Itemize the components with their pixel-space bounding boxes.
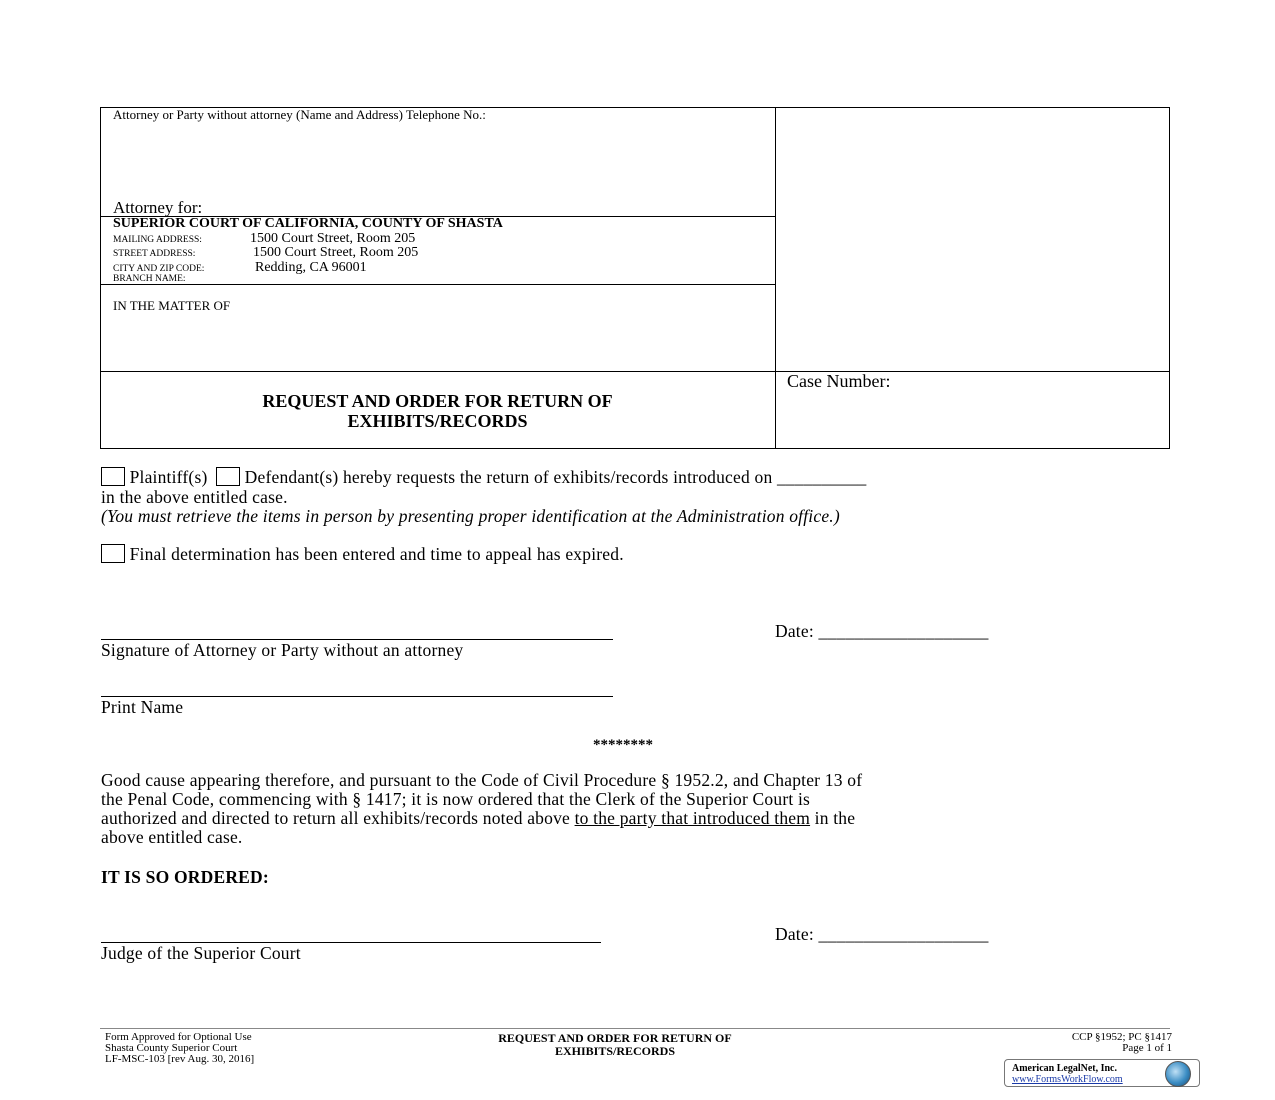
order-line2: the Penal Code, commencing with § 1417; it is now ordered that the Clerk of the Superior Court is: [101, 789, 811, 809]
city-zip-value: Redding, CA 96001: [255, 260, 367, 275]
branch-name-label: BRANCH NAME:: [113, 274, 186, 284]
form-title-line2: EXHIBITS/RECORDS: [347, 411, 528, 431]
section-separator: ********: [593, 737, 653, 753]
legalnet-badge[interactable]: [1004, 1059, 1200, 1087]
caption-rule: [100, 371, 1170, 372]
order-line4: above entitled case.: [101, 827, 243, 847]
badge-url[interactable]: www.FormsWorkFlow.com: [1012, 1074, 1123, 1085]
order-date: Date: ___________________: [775, 924, 989, 944]
order-line1: Good cause appearing therefore, and pursuant to the Code of Civil Procedure § 1952.2, and Chapter 13 of: [101, 770, 863, 790]
matter-label: IN THE MATTER OF: [113, 298, 231, 313]
request-line2: in the above entitled case.: [101, 487, 288, 507]
globe-icon: [1165, 1061, 1191, 1087]
footer-rule: [100, 1028, 1170, 1029]
order-paragraph: [101, 771, 862, 847]
footer-court: Shasta County Superior Court: [105, 1042, 238, 1054]
footer-left: [105, 1032, 254, 1065]
badge-company: American LegalNet, Inc.: [1012, 1063, 1117, 1074]
street-address-value: 1500 Court Street, Room 205: [253, 245, 419, 260]
final-determination-checkbox[interactable]: [101, 544, 125, 563]
footer-form-number: LF-MSC-103 [rev Aug. 30, 2016]: [105, 1053, 255, 1065]
footer-title-line1: REQUEST AND ORDER FOR RETURN OF: [498, 1031, 732, 1045]
case-number-label: Case Number:: [787, 371, 891, 391]
print-name-label: Print Name: [101, 697, 184, 717]
form-title-line1: REQUEST AND ORDER FOR RETURN OF: [262, 391, 613, 411]
footer-citation: CCP §1952; PC §1417: [1071, 1031, 1172, 1043]
request-date: Date: ___________________: [775, 621, 989, 641]
city-zip-label: CITY AND ZIP CODE:: [113, 264, 205, 274]
footer-page-number: Page 1 of 1: [1122, 1042, 1172, 1054]
footer-approval: Form Approved for Optional Use: [105, 1031, 252, 1043]
final-determination-text: Final determination has been entered and time to appeal has expired.: [129, 544, 624, 564]
mailing-address-value: 1500 Court Street, Room 205: [250, 231, 416, 246]
plaintiff-checkbox[interactable]: [101, 467, 125, 486]
order-line3-end: in the: [810, 808, 856, 828]
defendant-checkbox[interactable]: [216, 467, 240, 486]
order-line3-start: authorized and directed to return all exhibits/records noted above: [101, 808, 575, 828]
footer-right: [1000, 1032, 1172, 1054]
it-is-so-ordered: IT IS SO ORDERED:: [101, 867, 269, 887]
judge-label: Judge of the Superior Court: [101, 943, 301, 963]
caption-rule: [100, 284, 775, 285]
street-address-label: STREET ADDRESS:: [113, 249, 196, 259]
footer-title: [430, 1032, 800, 1058]
signature-label: Signature of Attorney or Party without an attorney: [101, 640, 464, 660]
plaintiff-label: Plaintiff(s): [129, 467, 208, 487]
order-line3-underlined: to the party that introduced them: [574, 808, 811, 828]
defendant-request-text: Defendant(s) hereby requests the return of exhibits/records introduced on __________: [244, 467, 867, 487]
mailing-address-label: MAILING ADDRESS:: [113, 235, 202, 245]
attorney-label: Attorney or Party without attorney (Name and Address) Telephone No.:: [113, 107, 486, 122]
footer-title-line2: EXHIBITS/RECORDS: [554, 1044, 676, 1058]
request-line: [101, 467, 866, 488]
order-line3: [101, 809, 862, 828]
attorney-for-label: Attorney for:: [113, 198, 203, 217]
form-title: [100, 391, 775, 431]
court-name: SUPERIOR COURT OF CALIFORNIA, COUNTY OF SHASTA: [113, 216, 503, 231]
final-determination-line: [101, 544, 624, 565]
retrieval-instruction: (You must retrieve the items in person by presenting proper identification at the Administration office.): [101, 506, 840, 526]
caption-divider: [775, 107, 776, 449]
